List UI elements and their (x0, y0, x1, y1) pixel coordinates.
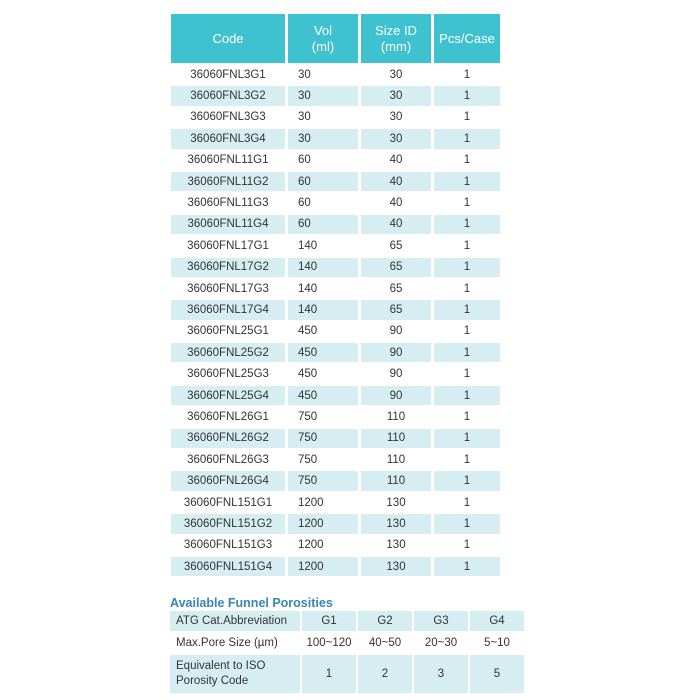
cell-vol: 60 (288, 193, 358, 212)
cell-code: 36060FNL26G2 (171, 429, 285, 448)
cell-pcs-case: 1 (434, 65, 500, 84)
porosity-value: 20~30 (414, 633, 468, 653)
cell-vol: 140 (288, 236, 358, 255)
cell-size-id: 90 (361, 343, 431, 362)
cell-vol: 60 (288, 151, 358, 170)
cell-pcs-case: 1 (434, 471, 500, 490)
cell-code: 36060FNL11G4 (171, 215, 285, 234)
table-row (171, 215, 500, 234)
cell-vol: 1200 (288, 514, 358, 533)
cell-pcs-case: 1 (434, 300, 500, 319)
cell-pcs-case: 1 (434, 386, 500, 405)
table-row (171, 300, 500, 319)
cell-pcs-case: 1 (434, 279, 500, 298)
cell-pcs-case: 1 (434, 86, 500, 105)
cell-pcs-case: 1 (434, 450, 500, 469)
table-row (171, 450, 500, 469)
cell-size-id: 30 (361, 129, 431, 148)
cell-vol: 1200 (288, 557, 358, 576)
cell-pcs-case: 1 (434, 407, 500, 426)
cell-code: 36060FNL11G1 (171, 151, 285, 170)
cell-size-id: 40 (361, 172, 431, 191)
header-size-id (361, 14, 431, 63)
cell-pcs-case: 1 (434, 151, 500, 170)
cell-code: 36060FNL151G3 (171, 536, 285, 555)
porosity-value: 100~120 (302, 633, 356, 653)
table-header-row (171, 14, 500, 63)
cell-size-id: 65 (361, 258, 431, 277)
cell-vol: 750 (288, 429, 358, 448)
cell-vol: 750 (288, 471, 358, 490)
cell-vol: 1200 (288, 536, 358, 555)
cell-vol: 30 (288, 129, 358, 148)
table-row (171, 172, 500, 191)
porosity-value: G2 (358, 611, 412, 631)
cell-vol: 1200 (288, 493, 358, 512)
cell-code: 36060FNL17G4 (171, 300, 285, 319)
porosity-row-abbreviation (170, 611, 524, 631)
cell-code: 36060FNL17G1 (171, 236, 285, 255)
cell-size-id: 90 (361, 364, 431, 383)
porosity-label (170, 655, 300, 693)
cell-code: 36060FNL151G1 (171, 493, 285, 512)
cell-code: 36060FNL151G4 (171, 557, 285, 576)
porosity-table (168, 609, 526, 695)
cell-code: 36060FNL25G1 (171, 322, 285, 341)
porosity-label: Max.Pore Size (µm) (170, 633, 300, 653)
table-row (171, 343, 500, 362)
porosity-row-iso-code (170, 655, 524, 693)
table-body (171, 65, 500, 576)
cell-code: 36060FNL25G4 (171, 386, 285, 405)
porosity-value: 5 (470, 655, 524, 693)
porosity-value: G1 (302, 611, 356, 631)
cell-pcs-case: 1 (434, 557, 500, 576)
porosity-label-line1: Equivalent to ISO (176, 660, 266, 672)
cell-vol: 750 (288, 450, 358, 469)
porosity-value: 1 (302, 655, 356, 693)
cell-pcs-case: 1 (434, 536, 500, 555)
cell-pcs-case: 1 (434, 322, 500, 341)
table-row (171, 108, 500, 127)
cell-vol: 60 (288, 215, 358, 234)
cell-vol: 450 (288, 322, 358, 341)
cell-vol: 450 (288, 343, 358, 362)
table-row (171, 151, 500, 170)
cell-code: 36060FNL3G3 (171, 108, 285, 127)
cell-code: 36060FNL26G1 (171, 407, 285, 426)
cell-vol: 140 (288, 258, 358, 277)
cell-vol: 60 (288, 172, 358, 191)
cell-code: 36060FNL25G2 (171, 343, 285, 362)
porosity-value: 5~10 (470, 633, 524, 653)
cell-code: 36060FNL11G3 (171, 193, 285, 212)
porosity-value: G3 (414, 611, 468, 631)
cell-pcs-case: 1 (434, 258, 500, 277)
cell-code: 36060FNL26G3 (171, 450, 285, 469)
cell-size-id: 130 (361, 536, 431, 555)
cell-pcs-case: 1 (434, 343, 500, 362)
porosity-section-title: Available Funnel Porosities (170, 596, 333, 610)
cell-pcs-case: 1 (434, 215, 500, 234)
cell-code: 36060FNL3G2 (171, 86, 285, 105)
cell-size-id: 90 (361, 386, 431, 405)
cell-pcs-case: 1 (434, 429, 500, 448)
porosity-value: 3 (414, 655, 468, 693)
porosity-value: G4 (470, 611, 524, 631)
cell-size-id: 65 (361, 279, 431, 298)
header-code-label: Code (212, 30, 244, 46)
header-pcs-label: Pcs/Case (439, 30, 495, 46)
cell-pcs-case: 1 (434, 193, 500, 212)
table-row (171, 493, 500, 512)
table-row (171, 386, 500, 405)
porosity-value: 40~50 (358, 633, 412, 653)
cell-vol: 140 (288, 300, 358, 319)
table-row (171, 407, 500, 426)
table-row (171, 279, 500, 298)
cell-size-id: 40 (361, 193, 431, 212)
cell-pcs-case: 1 (434, 514, 500, 533)
cell-size-id: 40 (361, 215, 431, 234)
cell-code: 36060FNL26G4 (171, 471, 285, 490)
table-row (171, 236, 500, 255)
header-vol-line1: Vol (313, 22, 333, 38)
header-size-line2: (mm) (380, 38, 412, 54)
cell-code: 36060FNL17G2 (171, 258, 285, 277)
cell-pcs-case: 1 (434, 493, 500, 512)
cell-size-id: 30 (361, 65, 431, 84)
cell-vol: 750 (288, 407, 358, 426)
table-row (171, 514, 500, 533)
porosity-value: 2 (358, 655, 412, 693)
cell-size-id: 30 (361, 86, 431, 105)
table-row (171, 86, 500, 105)
cell-size-id: 130 (361, 493, 431, 512)
cell-size-id: 130 (361, 514, 431, 533)
cell-size-id: 130 (361, 557, 431, 576)
porosity-label: ATG Cat.Abbreviation (170, 611, 300, 631)
cell-vol: 30 (288, 65, 358, 84)
cell-code: 36060FNL11G2 (171, 172, 285, 191)
cell-size-id: 110 (361, 471, 431, 490)
cell-code: 36060FNL3G1 (171, 65, 285, 84)
cell-vol: 450 (288, 386, 358, 405)
table-row (171, 364, 500, 383)
table-row (171, 258, 500, 277)
header-pcs-case (434, 14, 500, 63)
cell-vol: 450 (288, 364, 358, 383)
cell-size-id: 110 (361, 429, 431, 448)
cell-vol: 30 (288, 86, 358, 105)
table-row (171, 557, 500, 576)
cell-size-id: 65 (361, 236, 431, 255)
header-code (171, 14, 285, 63)
cell-code: 36060FNL3G4 (171, 129, 285, 148)
product-table (168, 12, 503, 578)
cell-pcs-case: 1 (434, 129, 500, 148)
header-vol-line2: (ml) (311, 38, 335, 54)
cell-vol: 30 (288, 108, 358, 127)
cell-code: 36060FNL151G2 (171, 514, 285, 533)
cell-size-id: 110 (361, 407, 431, 426)
cell-size-id: 30 (361, 108, 431, 127)
cell-pcs-case: 1 (434, 364, 500, 383)
table-row (171, 193, 500, 212)
cell-code: 36060FNL17G3 (171, 279, 285, 298)
cell-size-id: 90 (361, 322, 431, 341)
cell-pcs-case: 1 (434, 236, 500, 255)
header-size-line1: Size ID (375, 22, 417, 38)
porosity-label-line2: Porosity Code (176, 675, 249, 687)
table-row (171, 322, 500, 341)
table-row (171, 129, 500, 148)
porosity-row-pore-size (170, 633, 524, 653)
table-row (171, 471, 500, 490)
header-vol (288, 14, 358, 63)
table-row (171, 65, 500, 84)
cell-pcs-case: 1 (434, 172, 500, 191)
cell-size-id: 65 (361, 300, 431, 319)
cell-code: 36060FNL25G3 (171, 364, 285, 383)
cell-size-id: 40 (361, 151, 431, 170)
cell-size-id: 110 (361, 450, 431, 469)
table-row (171, 429, 500, 448)
table-row (171, 536, 500, 555)
cell-pcs-case: 1 (434, 108, 500, 127)
cell-vol: 140 (288, 279, 358, 298)
